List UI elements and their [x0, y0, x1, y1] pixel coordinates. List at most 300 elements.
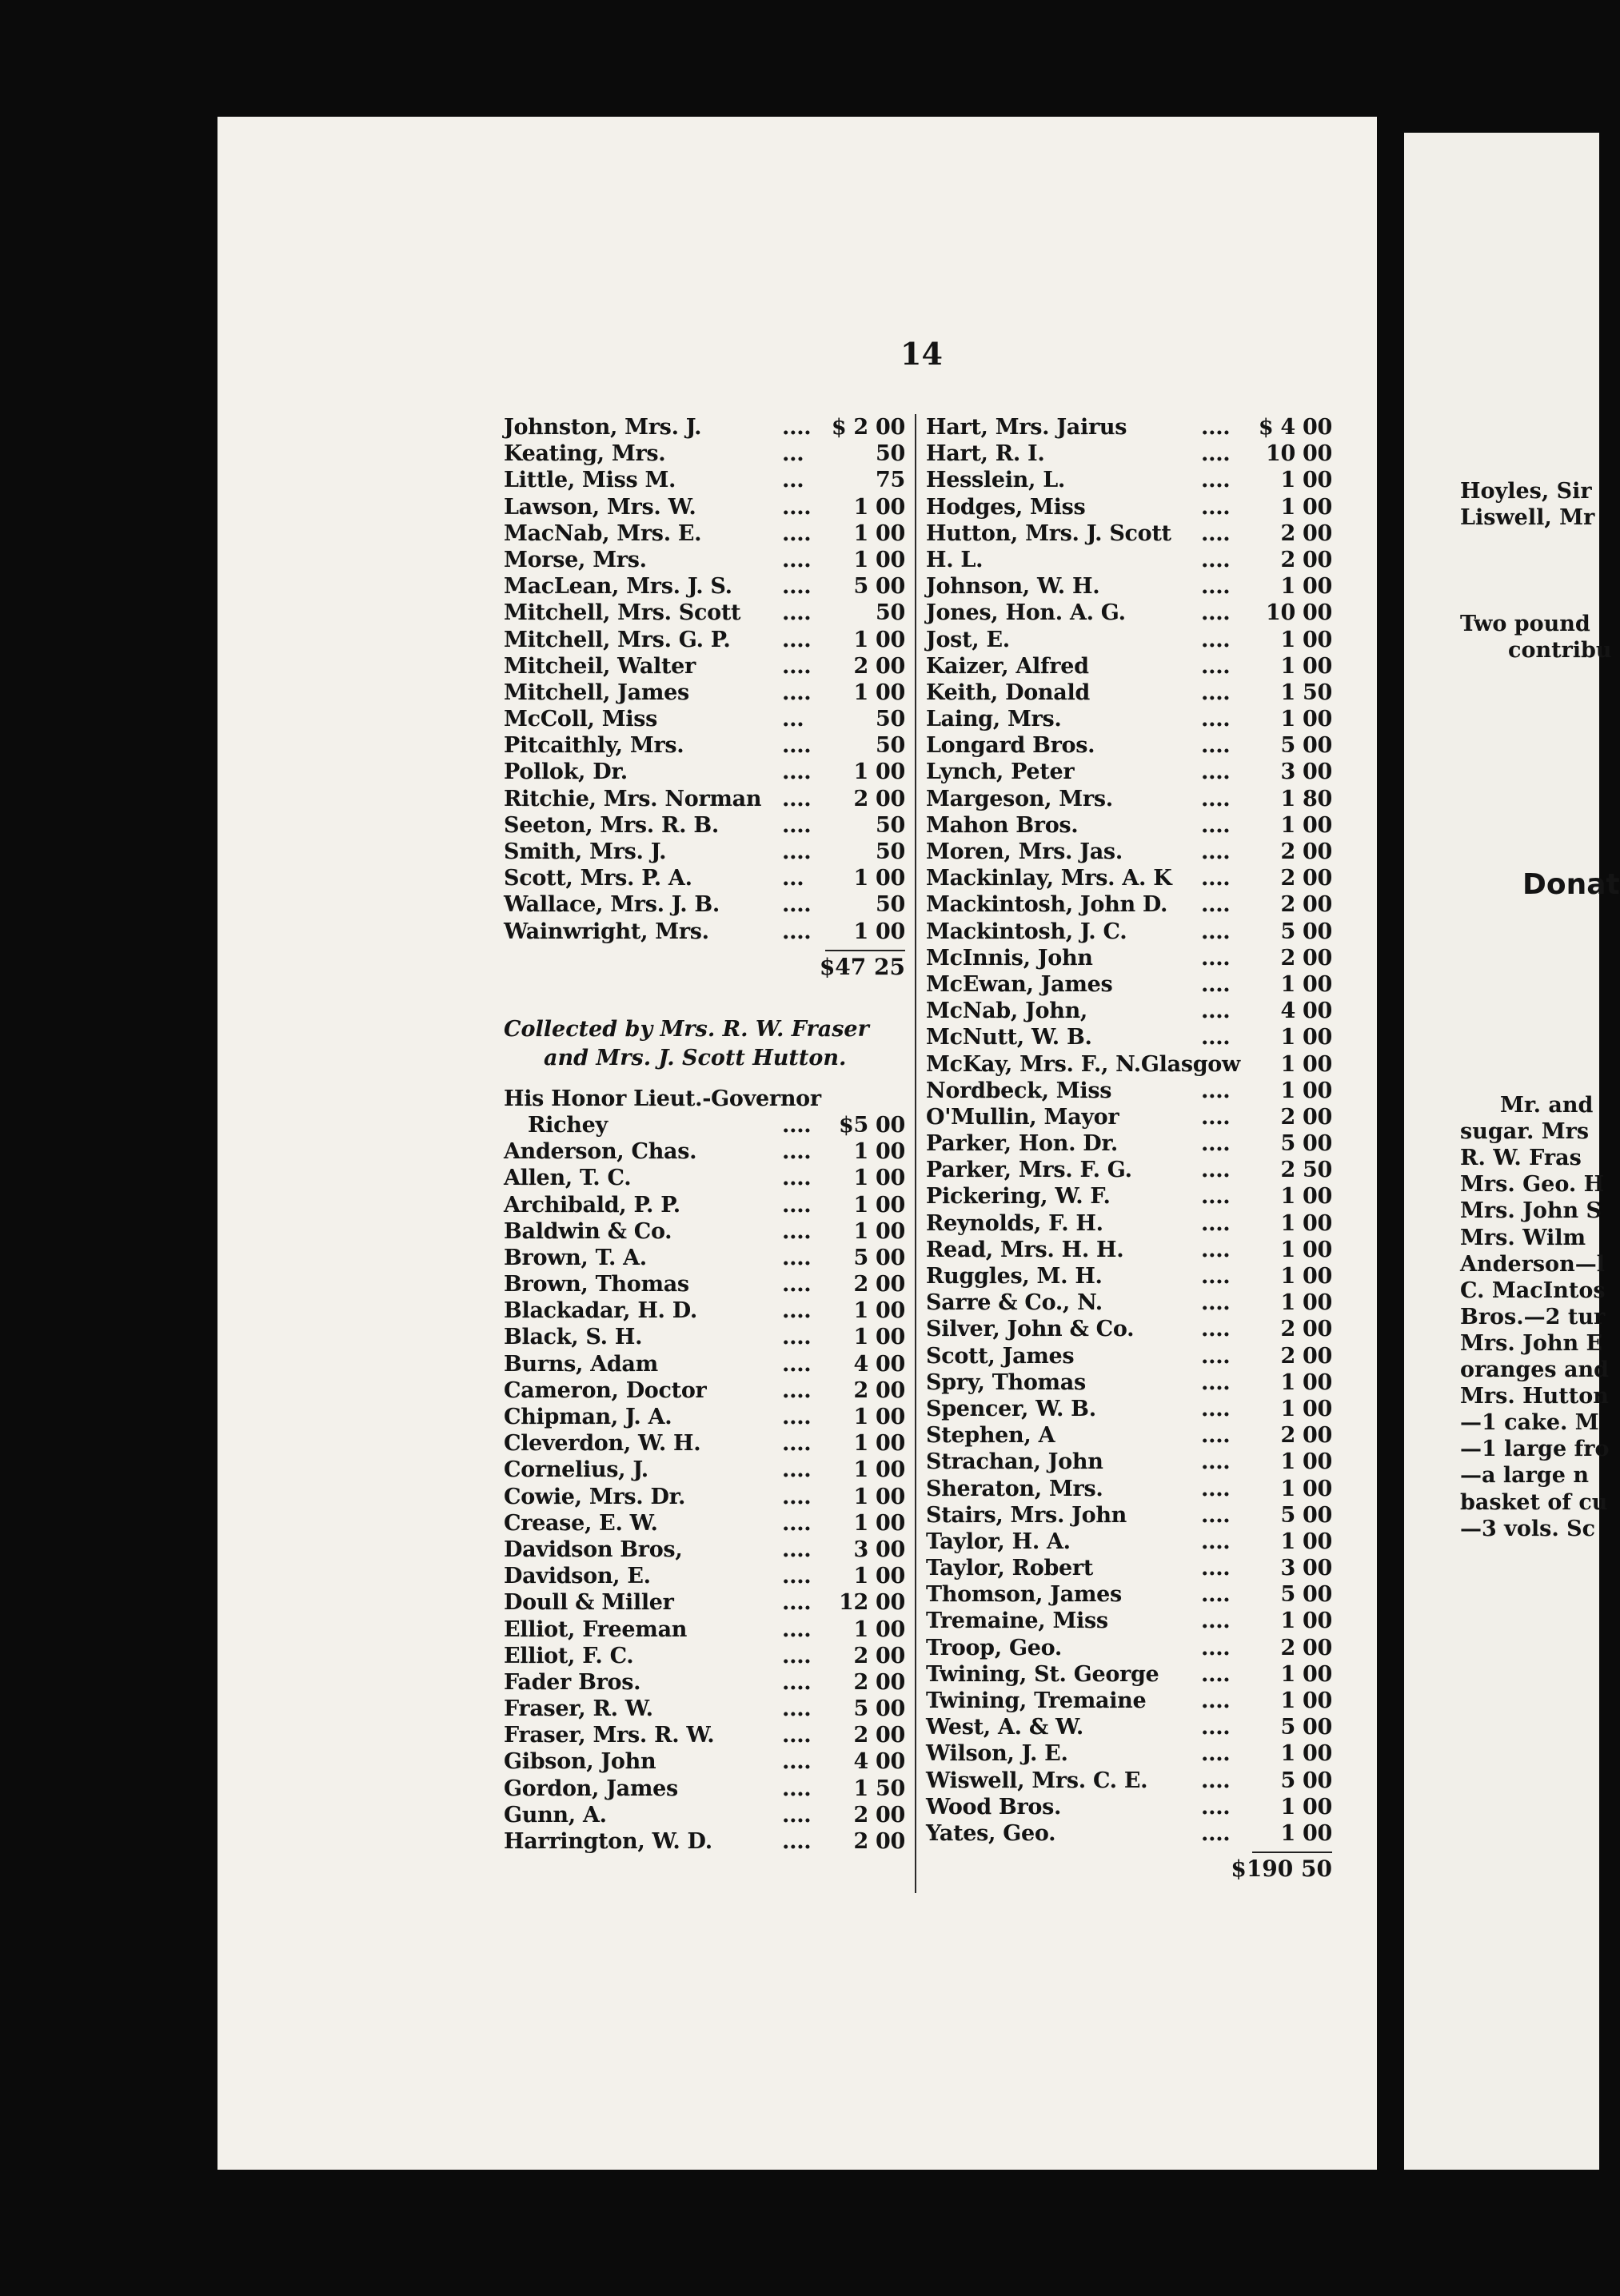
donor-name: Hart, Mrs. Jairus: [926, 415, 1127, 440]
leader-dots: ....: [1201, 733, 1231, 759]
donation-amount: 2 00: [1280, 520, 1332, 546]
donation-amount: 1 00: [1280, 971, 1332, 997]
donor-name: Hodges, Miss: [926, 494, 1086, 520]
leader-dots: ....: [782, 1564, 812, 1589]
donation-amount: 2 00: [853, 1377, 905, 1403]
leader-dots: ....: [1201, 441, 1231, 467]
donor-name: Pollok, Dr.: [504, 759, 628, 785]
donor-row: [926, 1051, 1332, 1078]
leader-dots: ....: [1201, 1449, 1231, 1475]
donor-name: Brown, Thomas: [504, 1272, 689, 1297]
donor-name: Nordbeck, Miss: [926, 1078, 1112, 1103]
donor-name: His Honor Lieut.-Governor: [504, 1086, 821, 1111]
donor-row: [504, 1722, 905, 1748]
donor-name: Sheraton, Mrs.: [926, 1476, 1103, 1501]
leader-dots: ....: [782, 653, 812, 679]
leader-dots: ....: [1201, 680, 1231, 705]
donor-name: Tremaine, Miss: [926, 1608, 1108, 1634]
leader-dots: ....: [1201, 945, 1231, 971]
left-column: [504, 414, 905, 1855]
leader-dots: ....: [1201, 1715, 1231, 1740]
donor-row: [926, 1104, 1332, 1130]
adjacent-line: Mrs. John S: [1460, 1198, 1602, 1224]
donor-name: McNutt, W. B.: [926, 1025, 1092, 1050]
donor-name: H. L.: [926, 547, 984, 572]
donor-name: Gunn, A.: [504, 1802, 607, 1828]
donor-row: [926, 1316, 1332, 1342]
donor-name: Mackintosh, John D.: [926, 892, 1168, 918]
leader-dots: ....: [1201, 786, 1231, 811]
donor-name: Sarre & Co., N.: [926, 1290, 1103, 1316]
donation-amount: 1 00: [1280, 1529, 1332, 1554]
donor-row: [926, 1396, 1332, 1422]
donation-amount: 10 00: [1265, 600, 1332, 626]
donor-row: [926, 1555, 1332, 1581]
donor-row: [926, 1608, 1332, 1634]
leader-dots: ....: [782, 1112, 812, 1138]
donor-name: Lynch, Peter: [926, 759, 1075, 785]
donor-row: [504, 812, 905, 839]
donor-name: Cameron, Doctor: [504, 1377, 707, 1403]
donor-name: Mackintosh, J. C.: [926, 919, 1127, 944]
donor-row: [504, 1086, 905, 1112]
donor-name: Yates, Geo.: [926, 1820, 1056, 1846]
donation-amount: 2 00: [853, 1643, 905, 1668]
left-subtotal: $47 25: [819, 953, 905, 980]
leader-dots: ....: [1201, 707, 1231, 732]
donor-name: Taylor, H. A.: [926, 1529, 1071, 1554]
donor-name: Parker, Hon. Dr.: [926, 1131, 1118, 1157]
donor-row: [504, 1297, 905, 1324]
adjacent-heading: Donat: [1522, 868, 1620, 901]
donation-amount: 1 00: [853, 1457, 905, 1483]
donor-row: [504, 494, 905, 520]
donor-row: [504, 1484, 905, 1510]
adjacent-line: —3 vols. Sc: [1460, 1516, 1596, 1541]
leader-dots: ...: [782, 707, 804, 732]
donation-amount: 50: [876, 600, 905, 626]
donor-name: Cornelius, J.: [504, 1457, 648, 1483]
leader-dots: ....: [1201, 1820, 1231, 1846]
leader-dots: ....: [782, 1405, 812, 1429]
adjacent-line: Hoyles, Sir: [1460, 479, 1592, 504]
donor-name: Hart, R. I.: [926, 441, 1045, 467]
donation-amount: 1 00: [853, 1192, 905, 1218]
donor-name: Davidson, E.: [504, 1564, 651, 1589]
donation-amount: 1 00: [1280, 1025, 1332, 1050]
adjacent-line: Bros.—2 tur: [1460, 1304, 1606, 1329]
donor-name: West, A. & W.: [926, 1715, 1083, 1740]
donor-name: Blackadar, H. D.: [504, 1298, 698, 1324]
donor-row: [926, 732, 1332, 759]
donation-amount: 2 00: [853, 1802, 905, 1828]
donor-row: [926, 1157, 1332, 1183]
adjacent-line: —1 cake. M: [1460, 1410, 1599, 1436]
donor-name: Parker, Mrs. F. G.: [926, 1158, 1132, 1183]
donor-row: [504, 1377, 905, 1404]
donation-amount: 1 00: [1280, 707, 1332, 732]
donor-row: [926, 520, 1332, 547]
donation-amount: 5 00: [853, 574, 905, 600]
leader-dots: ....: [782, 520, 812, 546]
donation-amount: 1 00: [1280, 1661, 1332, 1687]
adjacent-line: contribu: [1508, 638, 1612, 663]
donor-row: [926, 627, 1332, 653]
donor-row: [926, 1635, 1332, 1661]
leader-dots: ....: [782, 812, 812, 838]
donor-row: [504, 839, 905, 865]
donor-row: [926, 891, 1332, 918]
leader-dots: ....: [782, 1829, 812, 1854]
donor-row: [926, 865, 1332, 891]
donor-name: Harrington, W. D.: [504, 1829, 712, 1854]
donation-amount: 1 00: [1280, 1688, 1332, 1713]
leader-dots: ....: [1201, 627, 1231, 652]
donor-row: [926, 600, 1332, 626]
leader-dots: ....: [1201, 1343, 1231, 1369]
donation-amount: 1 00: [1280, 1794, 1332, 1820]
donor-row: [504, 1828, 905, 1855]
leader-dots: ....: [782, 1325, 812, 1350]
donor-row: [504, 440, 905, 467]
donor-name: Johnston, Mrs. J.: [504, 415, 702, 440]
leader-dots: ....: [1201, 1078, 1231, 1103]
donor-row: [926, 1024, 1332, 1050]
donation-amount: 4 00: [853, 1749, 905, 1775]
donor-row: [926, 1263, 1332, 1290]
leader-dots: ....: [1201, 1264, 1231, 1289]
donor-row: [504, 919, 905, 945]
leader-dots: ....: [782, 1802, 812, 1828]
leader-dots: ....: [1201, 1317, 1231, 1342]
donor-name: McColl, Miss: [504, 707, 658, 732]
donation-amount: 3 00: [1280, 759, 1332, 785]
donor-row: [926, 1688, 1332, 1714]
donation-amount: 4 00: [853, 1351, 905, 1377]
donor-name: Mitchell, Mrs. G. P.: [504, 627, 731, 652]
donation-amount: 1 00: [1280, 1608, 1332, 1634]
donor-name: Davidson Bros,: [504, 1537, 683, 1562]
leader-dots: ....: [1201, 574, 1231, 600]
donation-amount: 5 00: [853, 1245, 905, 1270]
leader-dots: ....: [1201, 1158, 1231, 1183]
donor-row: [926, 1502, 1332, 1529]
left-donor-list-2: [504, 1086, 905, 1855]
donor-name: Strachan, John: [926, 1449, 1103, 1475]
donor-row: [504, 1192, 905, 1218]
donor-name: Wilson, J. E.: [926, 1741, 1068, 1767]
donor-name: Morse, Mrs.: [504, 547, 647, 572]
leader-dots: ....: [1201, 1794, 1231, 1820]
leader-dots: ....: [782, 1537, 812, 1562]
donation-amount: 50: [876, 441, 905, 467]
donation-amount: 1 00: [1280, 1264, 1332, 1289]
donation-amount: 1 00: [853, 1431, 905, 1457]
donor-row: [504, 1165, 905, 1191]
leader-dots: ....: [782, 1749, 812, 1775]
leader-dots: ....: [1201, 653, 1231, 679]
donation-amount: 5 00: [1280, 1715, 1332, 1740]
donation-amount: 1 00: [1280, 1184, 1332, 1210]
donor-row: [926, 1290, 1332, 1316]
donation-amount: 1 00: [1280, 627, 1332, 652]
donor-name: Fader Bros.: [504, 1669, 641, 1695]
donor-row: [504, 1112, 905, 1138]
leader-dots: ....: [1201, 1582, 1231, 1608]
donor-row: [504, 1510, 905, 1537]
leader-dots: ....: [782, 759, 812, 785]
donor-row: [926, 1714, 1332, 1740]
donor-row: [926, 1449, 1332, 1475]
donor-name: Doull & Miller: [504, 1590, 674, 1616]
donor-row: [926, 945, 1332, 971]
donor-name: MacLean, Mrs. J. S.: [504, 574, 732, 600]
leader-dots: ....: [1201, 1104, 1231, 1130]
donor-name: McEwan, James: [926, 971, 1113, 997]
donation-amount: 10 00: [1265, 441, 1332, 467]
donation-amount: 2 00: [1280, 866, 1332, 891]
donor-name: Wood Bros.: [926, 1794, 1062, 1820]
donor-name: Elliot, F. C.: [504, 1643, 634, 1668]
donor-name: Ritchie, Mrs. Norman: [504, 786, 762, 811]
donor-name: Wallace, Mrs. J. B.: [504, 892, 720, 918]
donor-name: Ruggles, M. H.: [926, 1264, 1103, 1289]
donor-row: [926, 494, 1332, 520]
leader-dots: ....: [782, 919, 812, 944]
leader-dots: ....: [1201, 1635, 1231, 1660]
column-divider: [915, 414, 916, 1893]
donor-row: [504, 1776, 905, 1802]
donor-row: [926, 1237, 1332, 1263]
donor-row: [926, 1581, 1332, 1608]
donation-amount: 5 00: [1280, 1131, 1332, 1157]
adjacent-line: R. W. Fras: [1460, 1146, 1582, 1171]
donor-row: [926, 786, 1332, 812]
donation-amount: 1 00: [1280, 1449, 1332, 1475]
donor-name: Fraser, Mrs. R. W.: [504, 1723, 715, 1748]
donor-name: Spencer, W. B.: [926, 1396, 1096, 1421]
leader-dots: ....: [782, 892, 812, 918]
donation-amount: 1 00: [1280, 653, 1332, 679]
donor-name: Hutton, Mrs. J. Scott: [926, 520, 1171, 546]
leader-dots: ....: [782, 1643, 812, 1668]
adjacent-line: Mrs. Wilm: [1460, 1225, 1586, 1250]
donor-row: [504, 653, 905, 680]
donor-row: [504, 1616, 905, 1643]
donor-name: Keith, Donald: [926, 680, 1090, 705]
donation-amount: 50: [876, 707, 905, 732]
leader-dots: ....: [1201, 999, 1231, 1024]
donation-amount: 50: [876, 839, 905, 864]
donor-row: [504, 1138, 905, 1165]
leader-dots: ....: [782, 1510, 812, 1536]
leader-dots: ....: [782, 415, 812, 440]
leader-dots: ....: [1201, 1556, 1231, 1581]
donation-amount: 2 00: [853, 1669, 905, 1695]
adjacent-page: [1404, 133, 1620, 2170]
leader-dots: ....: [1201, 1529, 1231, 1554]
donor-name: Gibson, John: [504, 1749, 656, 1775]
donor-row: [504, 627, 905, 653]
donor-row: [926, 1210, 1332, 1237]
donor-row: [926, 573, 1332, 600]
donation-amount: 1 00: [853, 1405, 905, 1429]
leader-dots: ....: [1201, 1025, 1231, 1050]
donation-amount: 1 00: [853, 1298, 905, 1324]
donor-name: Gordon, James: [504, 1776, 678, 1801]
donation-amount: 2 00: [1280, 1104, 1332, 1130]
donor-row: [504, 547, 905, 573]
donation-amount: 1 00: [1280, 1820, 1332, 1846]
leader-dots: ...: [782, 866, 804, 891]
leader-dots: ....: [1201, 971, 1231, 997]
donor-row: [504, 414, 905, 440]
leader-dots: ....: [782, 1696, 812, 1722]
donor-name: Thomson, James: [926, 1582, 1122, 1608]
donation-amount: 1 00: [1280, 574, 1332, 600]
collected-by-heading: [504, 1015, 905, 1073]
adjacent-line: oranges and: [1460, 1357, 1610, 1382]
donor-name: Elliot, Freeman: [504, 1616, 688, 1642]
donor-row: [926, 1078, 1332, 1104]
donation-amount: 50: [876, 892, 905, 918]
donation-amount: 5 00: [1280, 1502, 1332, 1528]
donor-name: Little, Miss M.: [504, 468, 676, 493]
adjacent-line: sugar. Mrs: [1460, 1119, 1590, 1145]
donor-name: Twining, St. George: [926, 1661, 1159, 1687]
leader-dots: ....: [1201, 520, 1231, 546]
donor-name: Jost, E.: [926, 627, 1010, 652]
leader-dots: ....: [1201, 1423, 1231, 1449]
leader-dots: ....: [1201, 866, 1231, 891]
donation-amount: $ 2 00: [831, 415, 905, 440]
donation-amount: 1 00: [1280, 1078, 1332, 1103]
leader-dots: ....: [782, 1166, 812, 1191]
donation-amount: 2 00: [1280, 892, 1332, 918]
donation-amount: 2 00: [1280, 1423, 1332, 1449]
leader-dots: ....: [1201, 812, 1231, 838]
donor-name: Taylor, Robert: [926, 1556, 1094, 1581]
donor-name: McInnis, John: [926, 945, 1093, 971]
leader-dots: ....: [782, 1377, 812, 1403]
leader-dots: ....: [1201, 1396, 1231, 1421]
donor-row: [504, 520, 905, 547]
leader-dots: ....: [782, 1457, 812, 1483]
donor-name: Mitcheil, Walter: [504, 653, 696, 679]
donation-amount: 1 00: [1280, 812, 1332, 838]
donor-row: [926, 1476, 1332, 1502]
left-donor-list: [504, 414, 905, 945]
donor-row: [926, 706, 1332, 732]
adjacent-line: Mr. and: [1500, 1093, 1594, 1118]
adjacent-line: Mrs. John E: [1460, 1330, 1603, 1356]
donor-row: [926, 1343, 1332, 1369]
page-number: 14: [900, 336, 943, 372]
donor-row: [504, 1324, 905, 1350]
leader-dots: ....: [1201, 1688, 1231, 1713]
donor-name: Scott, Mrs. P. A.: [504, 866, 692, 891]
donation-amount: 1 00: [1280, 1741, 1332, 1767]
donor-row: [504, 891, 905, 918]
donor-row: [504, 1589, 905, 1616]
donor-name: Laing, Mrs.: [926, 707, 1062, 732]
donor-row: [926, 1422, 1332, 1449]
leader-dots: ....: [1201, 468, 1231, 493]
donor-row: [504, 1563, 905, 1589]
donor-name: Jones, Hon. A. G.: [926, 600, 1126, 626]
donor-name: McNab, John,: [926, 999, 1088, 1024]
donation-amount: 1 00: [853, 919, 905, 944]
donation-amount: 1 00: [853, 1616, 905, 1642]
leader-dots: ....: [1201, 1184, 1231, 1210]
donation-amount: 1 50: [853, 1776, 905, 1801]
donor-row: [926, 1369, 1332, 1396]
donor-name: Allen, T. C.: [504, 1166, 632, 1191]
leader-dots: ....: [782, 1669, 812, 1695]
donor-row: [504, 1404, 905, 1430]
leader-dots: ....: [1201, 1131, 1231, 1157]
right-column: [926, 414, 1332, 1885]
donor-name: Mitchell, Mrs. Scott: [504, 600, 741, 626]
donation-amount: 1 00: [853, 520, 905, 546]
donor-row: [504, 786, 905, 812]
donor-row: [926, 971, 1332, 998]
donor-name: Cleverdon, W. H.: [504, 1431, 701, 1457]
donor-name: Troop, Geo.: [926, 1635, 1062, 1660]
donor-row: [504, 1218, 905, 1245]
donation-amount: 3 00: [853, 1537, 905, 1562]
donation-amount: 1 00: [853, 1484, 905, 1509]
donation-amount: 1 00: [1280, 494, 1332, 520]
donation-amount: 3 00: [1280, 1556, 1332, 1581]
leader-dots: ....: [782, 733, 812, 759]
leader-dots: ...: [782, 468, 804, 493]
donor-name: Richey: [528, 1112, 608, 1138]
adjacent-line: basket of cu: [1460, 1489, 1608, 1515]
leader-dots: ....: [782, 1723, 812, 1748]
leader-dots: ....: [782, 1776, 812, 1801]
donor-row: [504, 706, 905, 732]
donor-name: Burns, Adam: [504, 1351, 658, 1377]
donor-row: [926, 759, 1332, 785]
donation-amount: 1 00: [853, 759, 905, 785]
donor-row: [926, 1768, 1332, 1794]
adjacent-line: Mrs. Geo. H: [1460, 1172, 1605, 1198]
donor-row: [926, 998, 1332, 1024]
donation-amount: 2 00: [1280, 1317, 1332, 1342]
donor-name: Silver, John & Co.: [926, 1317, 1135, 1342]
leader-dots: ....: [782, 1139, 812, 1165]
leader-dots: ....: [1201, 1290, 1231, 1316]
donation-amount: 1 00: [853, 680, 905, 705]
donation-amount: 1 00: [1280, 1290, 1332, 1316]
donor-name: Fraser, R. W.: [504, 1696, 653, 1722]
donor-name: Longard Bros.: [926, 733, 1095, 759]
donation-amount: 1 00: [853, 1139, 905, 1165]
donation-amount: 12 00: [838, 1590, 905, 1616]
adjacent-line: Liswell, Mr: [1460, 505, 1595, 530]
donor-row: [926, 680, 1332, 706]
leader-dots: ....: [782, 627, 812, 652]
adjacent-line: —a large n: [1460, 1463, 1589, 1489]
leader-dots: ....: [782, 1298, 812, 1324]
leader-dots: ....: [782, 547, 812, 572]
donor-name: Wiswell, Mrs. C. E.: [926, 1768, 1148, 1793]
donation-amount: 4 00: [1280, 999, 1332, 1024]
donation-amount: 75: [876, 468, 905, 493]
leader-dots: ....: [1201, 1768, 1231, 1793]
donor-name: Archibald, P. P.: [504, 1192, 680, 1218]
